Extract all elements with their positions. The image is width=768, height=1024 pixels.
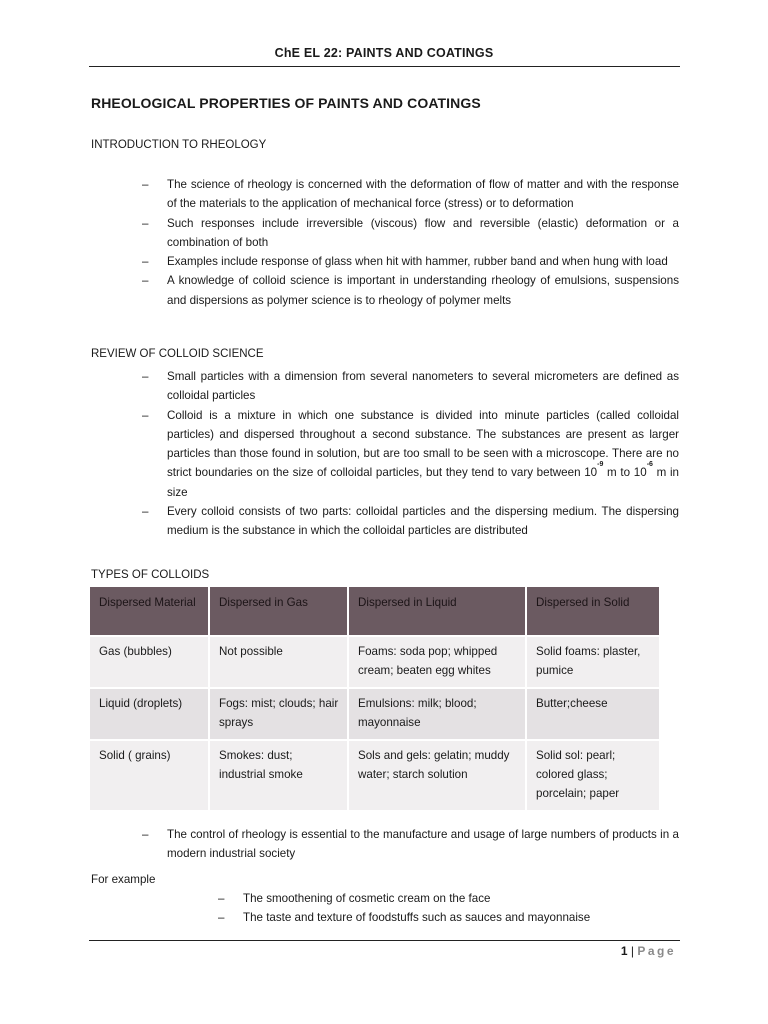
list-item bbox=[142, 406, 679, 502]
table-cell: Fogs: mist; clouds; hair sprays bbox=[209, 688, 348, 740]
colloid-types-table bbox=[90, 587, 659, 810]
table-row bbox=[90, 740, 659, 810]
size-range-end: m in size bbox=[167, 466, 680, 499]
list-item bbox=[218, 908, 679, 927]
column-header: Dispersed Material bbox=[90, 587, 209, 636]
bullet-dash: – bbox=[142, 370, 149, 383]
column-header: Dispersed in Gas bbox=[209, 587, 348, 636]
bullet-dash: – bbox=[142, 216, 149, 230]
list-item bbox=[218, 889, 679, 908]
bullet-dash: – bbox=[142, 408, 149, 422]
list-item-text: Small particles with a dimension from several nanometers to several micrometers are defined as colloidal particles bbox=[167, 370, 679, 403]
list-item-text: The taste and texture of foodstuffs such as sauces and mayonnaise bbox=[243, 911, 591, 925]
table-cell: Solid sol: pearl; colored glass; porcelain; paper bbox=[526, 740, 659, 810]
footer-rule bbox=[89, 940, 680, 941]
bullet-dash: – bbox=[142, 828, 149, 841]
bullet-dash: – bbox=[142, 505, 149, 519]
review-list bbox=[142, 367, 679, 541]
list-item-text: Examples include response of glass when hit with hammer, rubber band and when hung with load bbox=[167, 255, 668, 269]
bullet-dash: – bbox=[142, 274, 149, 288]
size-range-mid: m to 10 bbox=[603, 466, 647, 480]
page-number: 1 bbox=[620, 944, 628, 958]
header-rule bbox=[89, 66, 680, 67]
bullet-dash: – bbox=[142, 255, 149, 269]
footer-separator: | bbox=[630, 944, 634, 958]
table-cell: Gas (bubbles) bbox=[90, 636, 209, 688]
examples-heading: For example bbox=[91, 873, 156, 886]
page-footer bbox=[621, 944, 676, 958]
bullet-dash: – bbox=[218, 892, 225, 905]
table-cell: Smokes: dust; industrial smoke bbox=[209, 740, 348, 810]
table-cell: Liquid (droplets) bbox=[90, 688, 209, 740]
table-cell: Emulsions: milk; blood; mayonnaise bbox=[348, 688, 526, 740]
list-item-text: Such responses include irreversible (viscous) flow and reversible (elastic) deformation or a combination of both bbox=[167, 216, 679, 249]
exponent-min: -9 bbox=[597, 461, 604, 469]
page-word: Page bbox=[637, 944, 676, 958]
table-cell: Solid ( grains) bbox=[90, 740, 209, 810]
list-item bbox=[142, 502, 679, 541]
review-heading: REVIEW OF COLLOID SCIENCE bbox=[91, 348, 264, 360]
bullet-dash: – bbox=[142, 178, 149, 191]
table-cell: Not possible bbox=[209, 636, 348, 688]
control-list bbox=[142, 825, 679, 864]
page-title: RHEOLOGICAL PROPERTIES OF PAINTS AND COATINGS bbox=[91, 95, 481, 111]
table-row bbox=[90, 688, 659, 740]
list-item-text bbox=[167, 409, 679, 499]
list-item bbox=[142, 214, 679, 253]
column-header: Dispersed in Liquid bbox=[348, 587, 526, 636]
exponent-max: -6 bbox=[646, 461, 653, 469]
table-cell: Foams: soda pop; whipped cream; beaten egg whites bbox=[348, 636, 526, 688]
list-item-text: The science of rheology is concerned with the deformation of flow of matter and with the response of the materials to the application of mechanical force (stress) or to deformation bbox=[167, 178, 679, 211]
intro-heading: INTRODUCTION TO RHEOLOGY bbox=[91, 139, 267, 151]
list-item bbox=[142, 252, 679, 271]
list-item bbox=[142, 271, 679, 310]
colloid-definition-text: Colloid is a mixture in which one substance is divided into minute particles (called colloidal particles) and dispersed throughout a second substance. The substances are present as larger particles than those found in solution, but are too small to be seen with a microscope. There are no strict boundaries on the size of colloidal particles, but they tend to vary between 10 bbox=[167, 408, 679, 480]
table-cell: Sols and gels: gelatin; muddy water; starch solution bbox=[348, 740, 526, 810]
intro-list bbox=[142, 175, 679, 310]
table-header-row bbox=[90, 587, 659, 636]
list-item bbox=[142, 175, 679, 214]
list-item-text: The control of rheology is essential to the manufacture and usage of large numbers of products in a modern industrial society bbox=[167, 828, 679, 861]
examples-list bbox=[218, 889, 679, 928]
list-item-text: The smoothening of cosmetic cream on the face bbox=[243, 892, 491, 905]
table-cell: Butter;cheese bbox=[526, 688, 659, 740]
column-header: Dispersed in Solid bbox=[526, 587, 659, 636]
list-item bbox=[142, 367, 679, 406]
table-cell: Solid foams: plaster, pumice bbox=[526, 636, 659, 688]
list-item bbox=[142, 825, 679, 864]
list-item-text: A knowledge of colloid science is important in understanding rheology of emulsions, suspensions and dispersions as polymer science is to rheology of polymer melts bbox=[167, 274, 679, 307]
running-header: ChE EL 22: PAINTS AND COATINGS bbox=[274, 46, 494, 60]
list-item-text: Every colloid consists of two parts: colloidal particles and the dispersing medium. The dispersing medium is the substance in which the colloidal particles are distributed bbox=[167, 505, 679, 538]
bullet-dash: – bbox=[218, 911, 225, 925]
types-heading: TYPES OF COLLOIDS bbox=[91, 569, 210, 581]
table-row bbox=[90, 636, 659, 688]
